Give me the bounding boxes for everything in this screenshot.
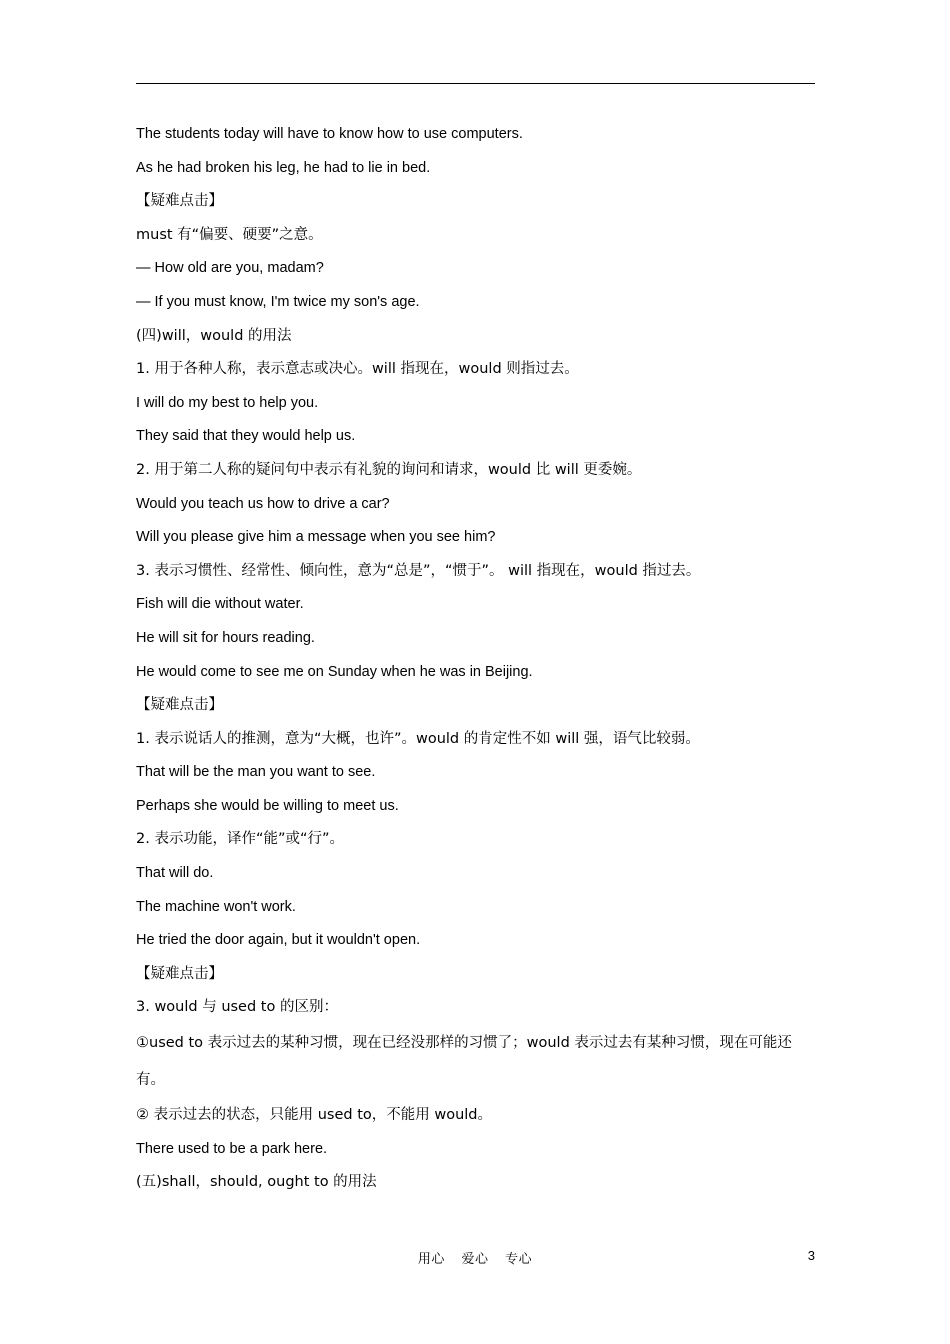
footer-motto: 用心 爱心 专心 <box>417 1252 533 1267</box>
section-heading: (四)will，would 的用法 <box>136 327 292 344</box>
text-line: The students today will have to know how to use computers. <box>136 126 523 142</box>
text-line: He would come to see me on Sunday when he was in Beijing. <box>136 663 533 680</box>
text-line: That will do. <box>136 865 214 882</box>
text-paragraph: ①used to 表示过去的某种习惯，现在已经没那样的习惯了；would 表示过去有某种习惯，现在可能还有。 <box>136 1035 792 1089</box>
text-line: I will do my best to help you. <box>136 394 319 411</box>
text-line: He will sit for hours reading. <box>136 629 315 646</box>
header-rule <box>136 83 815 84</box>
text-line: There used to be a park here. <box>136 1140 328 1157</box>
page-number: 3 <box>807 1248 815 1263</box>
text-line: — If you must know, I'm twice my son's age. <box>136 293 420 310</box>
text-line: Would you teach us how to drive a car? <box>136 495 390 512</box>
text-line: 3. 表示习惯性、经常性、倾向性，意为“总是”，“惯于”。 will 指现在，would 指过去。 <box>136 562 701 579</box>
section-heading: 【疑难点击】 <box>136 193 223 210</box>
section-heading: 【疑难点击】 <box>136 697 223 714</box>
text-line: Perhaps she would be willing to meet us. <box>136 797 399 814</box>
text-line: 1. 表示说话人的推测，意为“大概，也许”。would 的肯定性不如 will 强，语气比较弱。 <box>136 730 700 747</box>
text-line: The machine won't work. <box>136 898 296 915</box>
text-line: 1. 用于各种人称，表示意志或决心。will 指现在，would 则指过去。 <box>136 361 579 378</box>
text-line: Fish will die without water. <box>136 596 304 613</box>
text-line: 2. 表示功能，译作“能”或“行”。 <box>136 831 344 848</box>
section-heading: 【疑难点击】 <box>136 965 223 982</box>
text-line: must 有“偏要、硬要”之意。 <box>136 226 323 243</box>
text-line: They said that they would help us. <box>136 428 356 445</box>
text-line: He tried the door again, but it wouldn't open. <box>136 932 421 949</box>
text-line: Will you please give him a message when you see him? <box>136 529 496 546</box>
text-line: ② 表示过去的状态，只能用 used to，不能用 would。 <box>136 1107 493 1124</box>
text-line: 2. 用于第二人称的疑问句中表示有礼貌的询问和请求，would 比 will 更委婉。 <box>136 461 642 478</box>
section-heading: (五)shall，should, ought to 的用法 <box>136 1174 377 1191</box>
text-line: 3. would 与 used to 的区别： <box>136 999 338 1016</box>
body-text <box>136 118 816 1200</box>
text-line: That will be the man you want to see. <box>136 764 376 781</box>
text-line: — How old are you, madam? <box>136 260 324 277</box>
text-line: As he had broken his leg, he had to lie in bed. <box>136 159 431 176</box>
